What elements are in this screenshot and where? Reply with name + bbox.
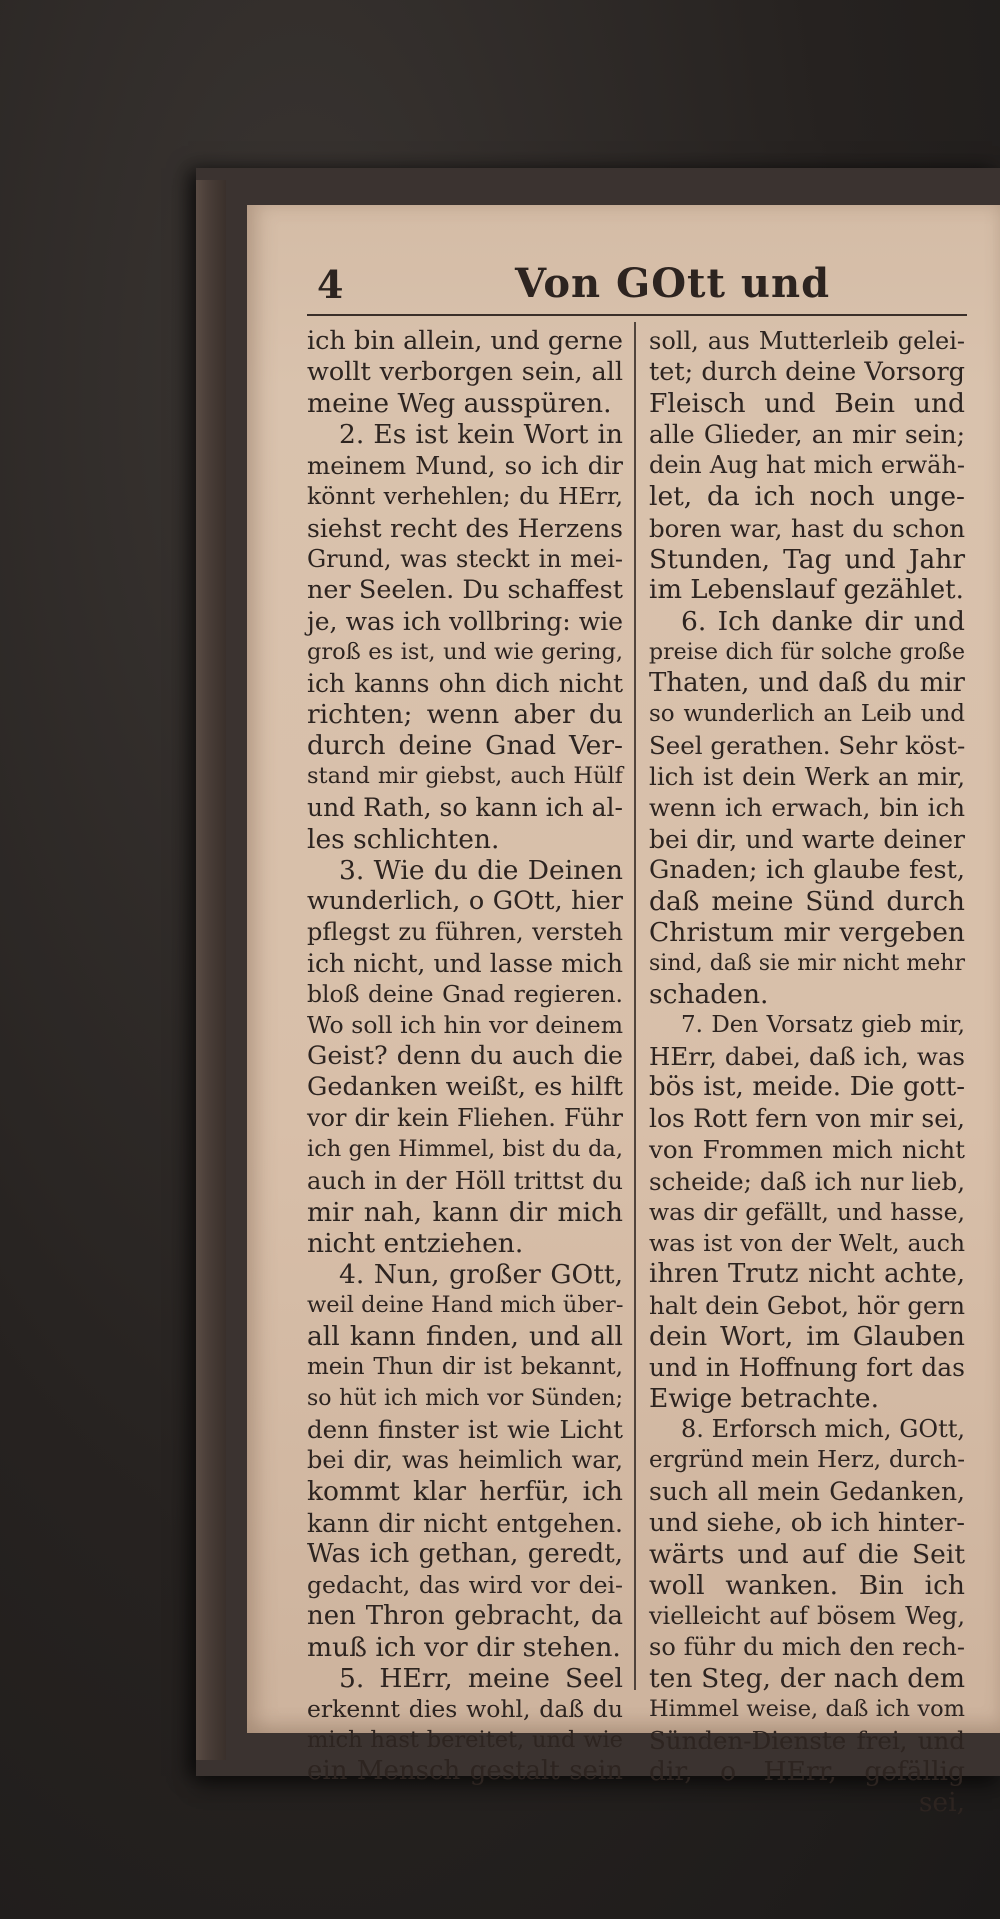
left-column-line: denn finster ist wie Licht	[307, 1415, 623, 1445]
left-column-line: les schlichten.	[307, 823, 500, 855]
book-page	[247, 205, 1000, 1819]
left-column-line: je, was ich vollbring: wie	[307, 606, 623, 636]
right-column-line: Thaten, und daß du mir	[649, 668, 965, 699]
left-column-line: bei dir, was heimlich war,	[307, 1446, 623, 1475]
left-column-line: gedacht, das wird vor dei-	[307, 1570, 623, 1599]
right-column-line: such all mein Gedanken,	[649, 1477, 965, 1507]
page-header	[307, 260, 967, 314]
left-column-line: Grund, was steckt in mei-	[307, 544, 623, 573]
right-column-line: daß meine Sünd durch	[649, 885, 965, 917]
left-column-line: wunderlich, o GOtt, hier	[307, 885, 623, 916]
left-column-line: mich hast bereitet, und wie	[307, 1727, 623, 1754]
left-column-line: Was ich gethan, geredt,	[307, 1538, 623, 1569]
left-column-line: 5. HErr, meine Seel	[339, 1663, 623, 1695]
left-column-line: wollt verborgen sein, all	[307, 357, 623, 388]
left-column-line: richten; wenn aber du	[307, 699, 623, 731]
left-column-line: siehst recht des Herzens	[307, 513, 623, 543]
right-column-line: was ist von der Welt, auch	[649, 1228, 965, 1257]
right-column-line: boren war, hast du schon	[649, 513, 965, 543]
left-column-line: könnt verhehlen; du HErr,	[307, 482, 623, 511]
right-column-line: alle Glieder, an mir sein;	[649, 420, 965, 450]
left-column-line: 2. Es ist kein Wort in	[339, 419, 623, 451]
right-column-line: Seel gerathen. Sehr köst-	[649, 731, 966, 761]
right-column-line: ihren Trutz nicht achte,	[649, 1258, 965, 1289]
left-column-line: auch in der Höll trittst du	[307, 1166, 623, 1195]
right-column-line: Ewige betrachte.	[649, 1383, 879, 1415]
right-column-line: was dir gefällt, und hasse,	[649, 1197, 965, 1226]
left-column-line: muß ich vor dir stehen.	[307, 1631, 621, 1663]
right-column-line: so wunderlich an Leib und	[649, 701, 965, 728]
right-column-line: tet; durch deine Vorsorg	[649, 357, 965, 388]
left-column-line: ich kanns ohn dich nicht	[307, 669, 623, 699]
right-column-line: ten Steg, der nach dem	[649, 1663, 965, 1695]
right-column-line: sei,	[918, 1787, 965, 1819]
left-column-line: all kann finden, und all	[307, 1321, 623, 1352]
right-column-line: vielleicht auf bösem Weg,	[649, 1601, 965, 1630]
right-column-line: wenn ich erwach, bin ich	[649, 793, 965, 823]
right-column-line: im Lebenslauf gezählet.	[649, 574, 964, 605]
left-column-line: ich nicht, und lasse mich	[307, 948, 623, 978]
right-column-line: dir, o HErr, gefällig	[649, 1756, 965, 1788]
left-column-line: ner Seelen. Du schaffest	[307, 574, 623, 605]
right-column-line: 8. Erforsch mich, GOtt,	[681, 1415, 965, 1444]
right-column-line: Gnaden; ich glaube fest,	[649, 854, 965, 885]
left-column-line: ich gen Himmel, bist du da,	[307, 1136, 623, 1163]
right-column-line: 7. Den Vorsatz gieb mir,	[681, 1012, 965, 1039]
right-column-line: von Frommen mich nicht	[649, 1135, 965, 1165]
page-content	[307, 260, 967, 1819]
right-column-line: Stunden, Tag und Jahr	[649, 543, 965, 575]
left-column	[307, 326, 623, 1787]
left-column-line: erkennt dies wohl, daß du	[307, 1695, 623, 1724]
right-column-line: wärts und auf die Seit	[649, 1538, 965, 1570]
left-column-line: Gedanken weißt, es hilft	[307, 1072, 623, 1103]
left-column-line: meine Weg ausspüren.	[307, 388, 612, 420]
right-column-line: sind, daß sie mir nicht mehr	[649, 950, 965, 976]
left-column-line: durch deine Gnad Ver-	[307, 730, 623, 762]
right-column-line: ergründ mein Herz, durch-	[649, 1447, 965, 1474]
left-column-line: Geist? denn du auch die	[307, 1041, 623, 1072]
left-column-line: meinem Mund, so ich dir	[307, 451, 623, 481]
right-column	[649, 326, 965, 1819]
right-column-line: HErr, dabei, daß ich, was	[649, 1042, 965, 1072]
right-column-line: scheide; daß ich nur lieb,	[649, 1166, 965, 1196]
running-title: Von GOtt und	[515, 260, 831, 307]
right-column-line: dein Wort, im Glauben	[649, 1321, 965, 1352]
left-column-line: weil deine Hand mich über-	[307, 1291, 624, 1318]
right-column-line: und in Hoffnung fort das	[649, 1353, 965, 1383]
left-column-line: nicht entziehen.	[307, 1227, 524, 1259]
right-column-line: Christum mir vergeben	[649, 916, 965, 948]
right-column-line: bei dir, und warte deiner	[649, 824, 965, 854]
right-column-line: 6. Ich danke dir und	[681, 605, 965, 637]
left-column-line: vor dir kein Fliehen. Führ	[307, 1104, 623, 1133]
left-column-line: stand mir giebst, auch Hülf	[307, 763, 623, 790]
right-column-line: Sünden-Dienste frei, und	[649, 1726, 965, 1756]
left-column-line: 3. Wie du die Deinen	[339, 854, 623, 886]
right-column-line: bös ist, meide. Die gott-	[649, 1072, 965, 1103]
left-column-line: groß es ist, und wie gering,	[307, 638, 623, 665]
column-divider	[634, 322, 636, 1690]
left-column-line: ein Mensch gestalt sein	[307, 1756, 623, 1787]
right-column-line: dein Aug hat mich erwäh-	[649, 451, 965, 480]
left-column-line: kann dir nicht entgehen.	[307, 1508, 623, 1538]
book-spine	[196, 180, 226, 1760]
right-column-line: halt dein Gebot, hör gern	[649, 1290, 965, 1320]
right-column-line: let, da ich noch unge-	[649, 481, 965, 513]
left-column-line: und Rath, so kann ich al-	[307, 793, 623, 823]
left-column-line: Wo soll ich hin vor deinem	[307, 1011, 623, 1040]
left-column-line: pflegst zu führen, versteh	[307, 917, 623, 946]
right-column-line: lich ist dein Werk an mir,	[649, 762, 965, 792]
left-column-line: so hüt ich mich vor Sünden;	[307, 1386, 623, 1412]
left-column-line: bloß deine Gnad regieren.	[307, 979, 623, 1008]
left-column-line: mir nah, kann dir mich	[307, 1196, 623, 1228]
left-column-line: 4. Nun, großer GOtt,	[339, 1258, 623, 1290]
right-column-line: so führ du mich den rech-	[649, 1632, 965, 1661]
page-number: 4	[317, 262, 344, 307]
right-column-line: preise dich für solche große	[649, 639, 965, 665]
right-column-line: woll wanken. Bin ich	[649, 1569, 965, 1601]
left-column-line: nen Thron gebracht, da	[307, 1600, 623, 1631]
left-column-line: kommt klar herfür, ich	[307, 1476, 623, 1508]
header-rule	[307, 314, 967, 316]
right-column-line: los Rott fern von mir sei,	[649, 1104, 965, 1134]
left-column-line: mein Thun dir ist bekannt,	[307, 1354, 623, 1381]
right-column-line: Himmel weise, daß ich vom	[649, 1696, 965, 1723]
right-column-line: soll, aus Mutterleib gelei-	[649, 327, 965, 355]
right-column-line: schaden.	[649, 978, 769, 1010]
left-column-line: ich bin allein, und gerne	[307, 326, 623, 356]
right-column-line: und siehe, ob ich hinter-	[649, 1507, 965, 1538]
right-column-line: Fleisch und Bein und	[649, 388, 965, 420]
